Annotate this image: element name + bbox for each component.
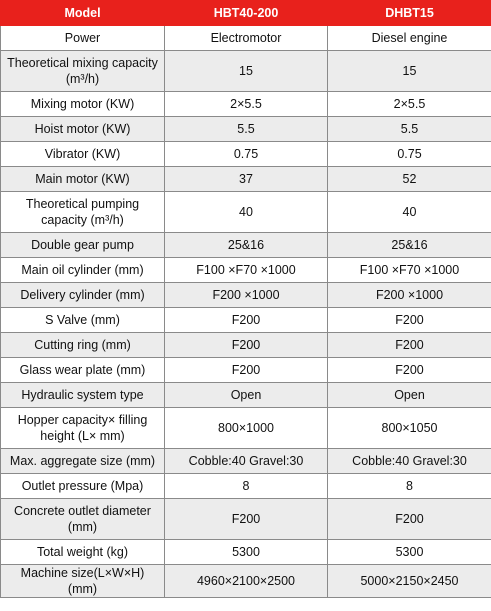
row-value-hbt40-200: F200 ×1000 — [165, 283, 328, 308]
row-value-hbt40-200: 15 — [165, 51, 328, 92]
row-value-hbt40-200: 40 — [165, 192, 328, 233]
table-row — [1, 233, 491, 258]
table-row — [1, 167, 491, 192]
row-label: Double gear pump — [1, 233, 165, 258]
row-label: Machine size(L×W×H) (mm) — [1, 565, 165, 598]
table-row — [1, 92, 491, 117]
row-label: Delivery cylinder (mm) — [1, 283, 165, 308]
table-row — [1, 26, 491, 51]
row-value-hbt40-200: 0.75 — [165, 142, 328, 167]
row-value-dhbt15: 25&16 — [328, 233, 491, 258]
table-row — [1, 499, 491, 540]
row-value-hbt40-200: F100 ×F70 ×1000 — [165, 258, 328, 283]
row-value-hbt40-200: 25&16 — [165, 233, 328, 258]
row-value-hbt40-200: 2×5.5 — [165, 92, 328, 117]
row-value-dhbt15: 2×5.5 — [328, 92, 491, 117]
row-label: Main motor (KW) — [1, 167, 165, 192]
table-row — [1, 408, 491, 449]
row-label: Theoretical pumping capacity (m³/h) — [1, 192, 165, 233]
row-value-dhbt15: Cobble:40 Gravel:30 — [328, 449, 491, 474]
header-model: Model — [1, 1, 165, 26]
row-label: Hoist motor (KW) — [1, 117, 165, 142]
row-label: Outlet pressure (Mpa) — [1, 474, 165, 499]
row-value-hbt40-200: F200 — [165, 333, 328, 358]
table-row — [1, 333, 491, 358]
row-label: Hopper capacity× filling height (L× mm) — [1, 408, 165, 449]
row-label: Max. aggregate size (mm) — [1, 449, 165, 474]
header-hbt40-200: HBT40-200 — [165, 1, 328, 26]
table-row — [1, 258, 491, 283]
row-value-hbt40-200: F200 — [165, 308, 328, 333]
row-value-dhbt15: F200 — [328, 499, 491, 540]
table-row — [1, 283, 491, 308]
row-label: Mixing motor (KW) — [1, 92, 165, 117]
row-value-dhbt15: F200 — [328, 333, 491, 358]
row-value-dhbt15: 40 — [328, 192, 491, 233]
table-row — [1, 51, 491, 92]
table-row — [1, 192, 491, 233]
row-value-dhbt15: 5.5 — [328, 117, 491, 142]
row-value-dhbt15: Diesel engine — [328, 26, 491, 51]
row-label: Vibrator (KW) — [1, 142, 165, 167]
row-value-hbt40-200: 4960×2100×2500 — [165, 565, 328, 598]
table-row — [1, 358, 491, 383]
row-value-dhbt15: 8 — [328, 474, 491, 499]
row-label: Main oil cylinder (mm) — [1, 258, 165, 283]
row-value-hbt40-200: 800×1000 — [165, 408, 328, 449]
spec-table-body — [1, 26, 491, 598]
row-value-dhbt15: 52 — [328, 167, 491, 192]
spec-table-header — [1, 1, 491, 26]
table-row — [1, 142, 491, 167]
table-row — [1, 449, 491, 474]
table-row — [1, 383, 491, 408]
row-value-hbt40-200: Cobble:40 Gravel:30 — [165, 449, 328, 474]
row-label: Hydraulic system type — [1, 383, 165, 408]
row-label: S Valve (mm) — [1, 308, 165, 333]
row-value-dhbt15: F100 ×F70 ×1000 — [328, 258, 491, 283]
row-value-hbt40-200: 8 — [165, 474, 328, 499]
row-value-hbt40-200: Electromotor — [165, 26, 328, 51]
row-label: Theoretical mixing capacity (m³/h) — [1, 51, 165, 92]
row-value-dhbt15: F200 ×1000 — [328, 283, 491, 308]
table-row — [1, 565, 491, 598]
row-label: Power — [1, 26, 165, 51]
row-value-dhbt15: 800×1050 — [328, 408, 491, 449]
row-value-hbt40-200: 5.5 — [165, 117, 328, 142]
row-value-hbt40-200: 37 — [165, 167, 328, 192]
table-row — [1, 117, 491, 142]
row-label: Cutting ring (mm) — [1, 333, 165, 358]
row-value-hbt40-200: 5300 — [165, 540, 328, 565]
row-value-dhbt15: 5300 — [328, 540, 491, 565]
row-value-dhbt15: F200 — [328, 308, 491, 333]
table-row — [1, 540, 491, 565]
row-value-hbt40-200: F200 — [165, 358, 328, 383]
row-value-hbt40-200: F200 — [165, 499, 328, 540]
row-label: Glass wear plate (mm) — [1, 358, 165, 383]
table-row — [1, 474, 491, 499]
row-value-dhbt15: Open — [328, 383, 491, 408]
row-label: Concrete outlet diameter (mm) — [1, 499, 165, 540]
row-value-dhbt15: 0.75 — [328, 142, 491, 167]
header-dhbt15: DHBT15 — [328, 1, 491, 26]
row-label: Total weight (kg) — [1, 540, 165, 565]
row-value-hbt40-200: Open — [165, 383, 328, 408]
row-value-dhbt15: F200 — [328, 358, 491, 383]
row-value-dhbt15: 5000×2150×2450 — [328, 565, 491, 598]
header-row — [1, 1, 491, 26]
row-value-dhbt15: 15 — [328, 51, 491, 92]
table-row — [1, 308, 491, 333]
